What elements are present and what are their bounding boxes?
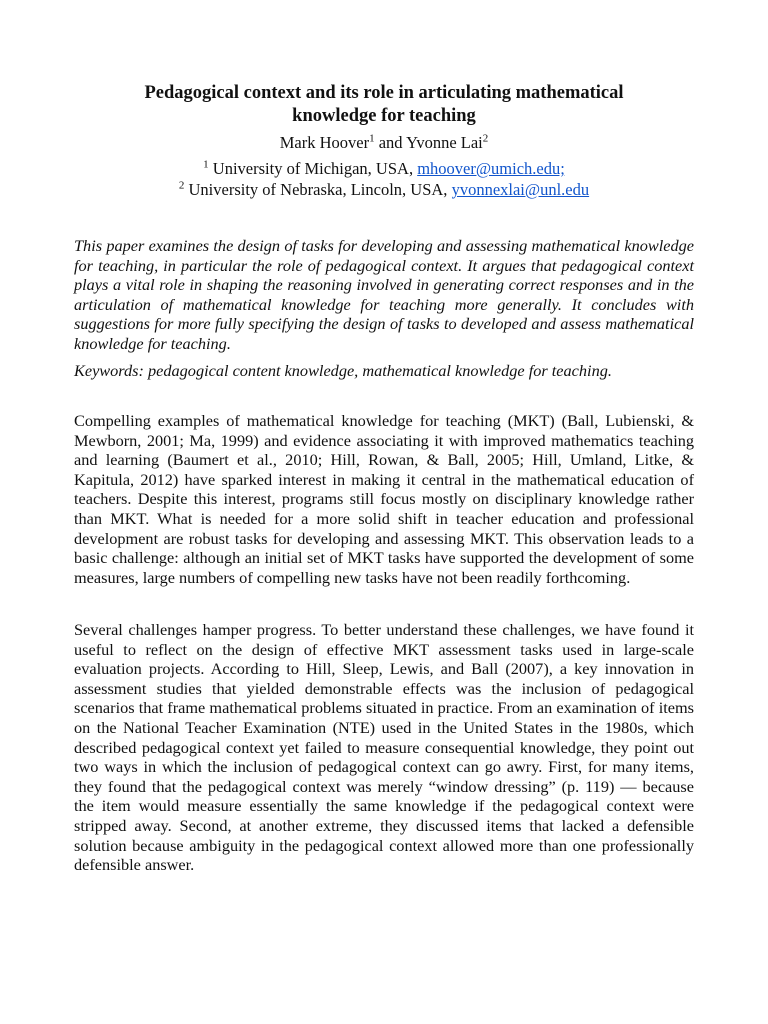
affiliation-2-text: University of Nebraska, Lincoln, USA,	[184, 180, 452, 199]
affiliation-2-sup: 2	[178, 179, 185, 192]
author-conjunction: and	[374, 133, 407, 152]
paper-title	[74, 82, 694, 128]
title-line-2: knowledge for teaching	[292, 106, 476, 126]
keywords: Keywords: pedagogical content knowledge, mathematical knowledge for teaching.	[74, 361, 612, 380]
affiliation-1	[74, 158, 694, 179]
author-1-name: Mark Hoover	[279, 133, 370, 152]
affiliation-1-text: University of Michigan, USA,	[208, 159, 418, 178]
title-line-1: Pedagogical context and its role in articulating mathematical	[144, 83, 624, 103]
email-link-2[interactable]: yvonnexlai@unl.edu	[451, 180, 590, 199]
author-1-sup: 1	[369, 132, 375, 145]
author-line	[74, 132, 694, 154]
email-link-1[interactable]: mhoover@umich.edu;	[417, 159, 565, 178]
affiliations	[74, 158, 694, 200]
author-2-sup: 2	[482, 132, 489, 145]
author-2-name: Yvonne Lai	[406, 133, 483, 152]
abstract: This paper examines the design of tasks for developing and assessing mathematical knowledge for teaching, in particular the role of pedagogical context. It argues that pedagogical context plays a vital role in shaping the reasoning involved in generating correct responses and in the articulation of mathematical knowledge for teaching more generally. It concludes with suggestions for more fully specifying the design of tasks to developed and assess mathematical knowledge for teaching.	[74, 236, 694, 353]
affiliation-2	[74, 179, 694, 200]
body-paragraph-2: Several challenges hamper progress. To better understand these challenges, we have found it useful to reflect on the design of effective MKT assessment tasks used in large-scale evaluation projects. According to Hill, Sleep, Lewis, and Ball (2007), a key innovation in assessment studies that yielded demonstrable effects was the inclusion of pedagogical scenarios that frame mathematical problems situated in practice. From an examination of items on the National Teacher Examination (NTE) used in the United States in the 1980s, which described pedagogical context yet failed to measure consequential knowledge, they point out two ways in which the inclusion of pedagogical context can go awry. First, for many items, they found that the pedagogical context was merely “window dressing” (p. 119) — because the item would measure essentially the same knowledge if the pedagogical context were stripped away. Second, at another extreme, they discussed items that lacked a defensible solution because ambiguity in the pedagogical context allowed more than one professionally defensible answer.	[74, 620, 694, 875]
affiliation-1-sup: 1	[203, 158, 209, 171]
body-paragraph-1: Compelling examples of mathematical knowledge for teaching (MKT) (Ball, Lubienski, & Mewborn, 2001; Ma, 1999) and evidence associating it with improved mathematics teaching and learning (Baumert et al., 2010; Hill, Rowan, & Ball, 2005; Hill, Umland, Litke, & Kapitula, 2012) have sparked interest in making it central in the mathematical education of teachers. Despite this interest, programs still focus mostly on disciplinary knowledge rather than MKT. What is needed for a more solid shift in teacher education and professional development are robust tasks for developing and assessing MKT. This observation leads to a basic challenge: although an initial set of MKT tasks have supported the development of some measures, large numbers of compelling new tasks have not been readily forthcoming.	[74, 411, 694, 587]
